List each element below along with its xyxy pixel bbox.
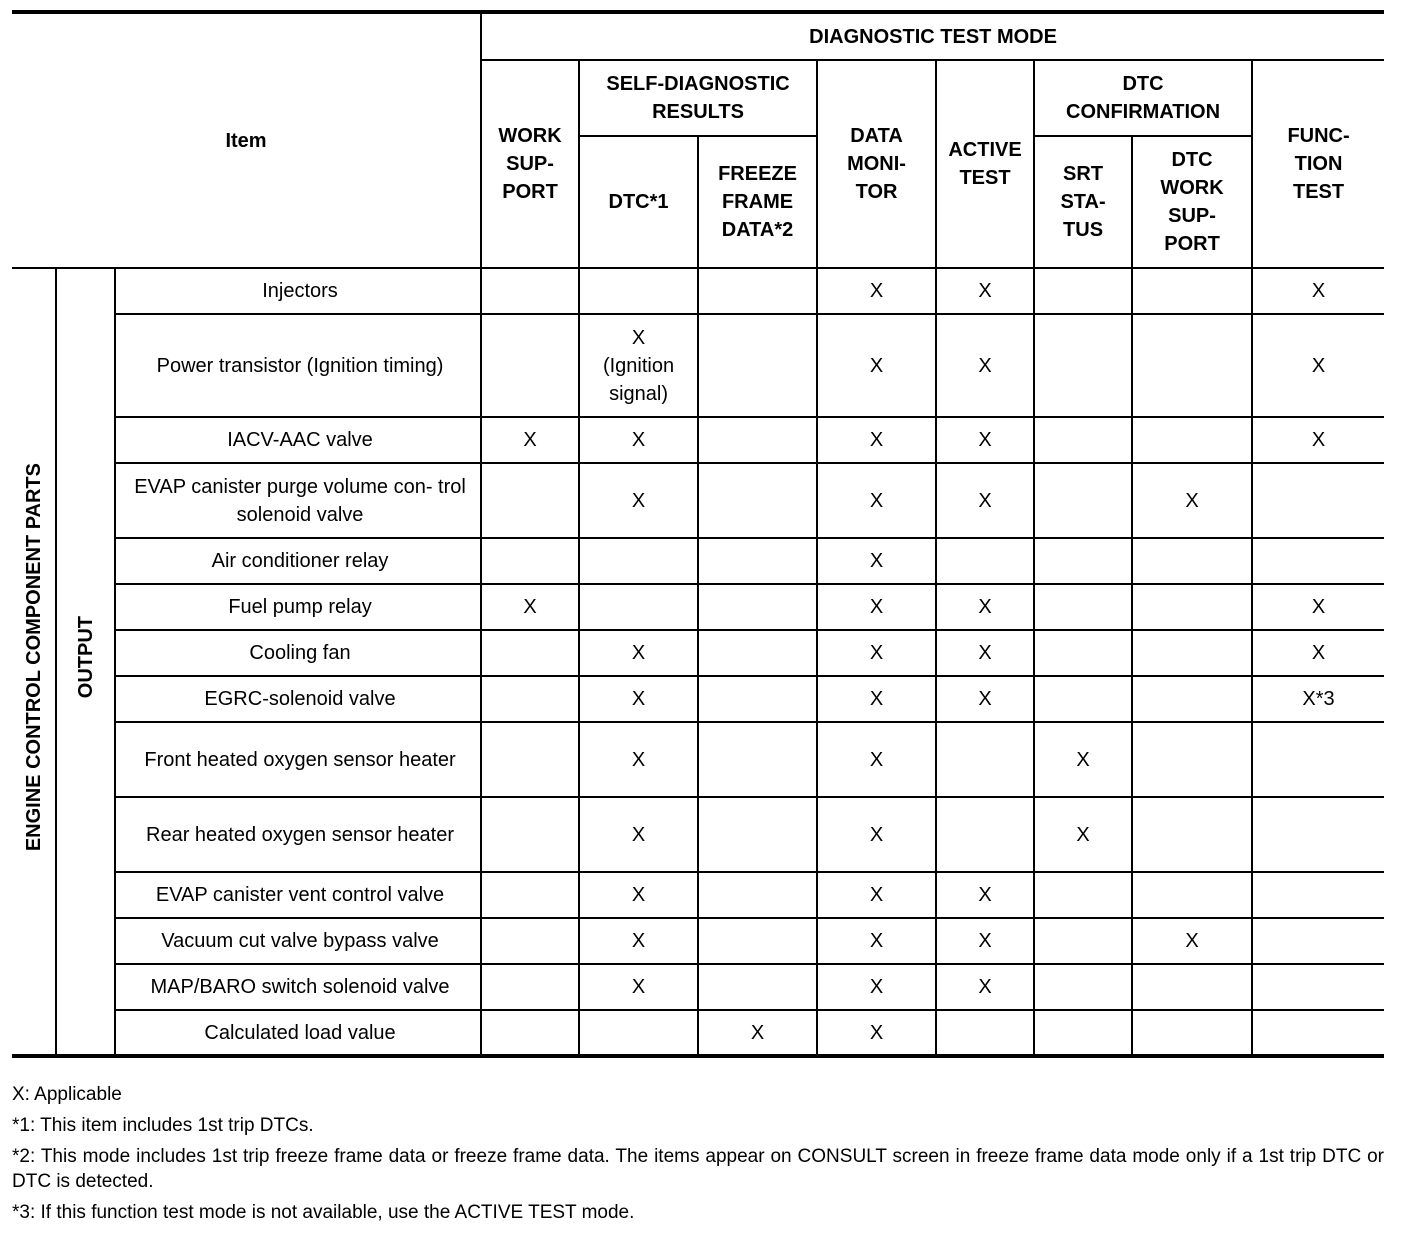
srt-status-cell: [1034, 630, 1132, 676]
dtc-cell: X: [579, 676, 698, 722]
dtc-work-support-cell: [1132, 722, 1252, 797]
srt-status-cell: [1034, 964, 1132, 1010]
data-monitor-cell: X: [817, 797, 936, 872]
table-row: [12, 964, 1384, 1010]
dtc-note: (Ignition signal): [602, 354, 675, 405]
dtc-cell: X: [579, 872, 698, 918]
work-support-cell: [481, 964, 579, 1010]
dtc-cell: X: [579, 463, 698, 538]
table-row: [12, 268, 1384, 314]
active-test-header: [936, 60, 1034, 268]
footnote-3: *3: If this function test mode is not available, use the ACTIVE TEST mode.: [12, 1202, 635, 1223]
dtc-confirmation-label: DTC CONFIRMATION: [1066, 73, 1221, 123]
function-test-cell: [1252, 463, 1384, 538]
function-test-cell: X: [1252, 417, 1384, 463]
function-test-cell: [1252, 797, 1384, 872]
srt-status-label: SRT STA- TUS: [1060, 163, 1106, 241]
dtc-cell: X: [579, 797, 698, 872]
dtc-work-support-cell: X: [1132, 463, 1252, 538]
table-row: [12, 722, 1384, 797]
work-support-cell: [481, 918, 579, 964]
active-test-cell: X: [936, 964, 1034, 1010]
dtc-work-support-cell: [1132, 538, 1252, 584]
work-support-header-label: WORK SUP- PORT: [498, 125, 562, 203]
active-test-header-label: ACTIVE TEST: [948, 139, 1022, 189]
dtc-work-support-cell: [1132, 964, 1252, 1010]
diagnostic-test-mode-table: [12, 10, 1384, 1058]
freeze-frame-data-cell: [698, 797, 817, 872]
work-support-cell: [481, 314, 579, 417]
srt-status-cell: [1034, 872, 1132, 918]
active-test-cell: X: [936, 872, 1034, 918]
dtc-cell: [579, 268, 698, 314]
work-support-cell: [481, 268, 579, 314]
work-support-header: [481, 60, 579, 268]
dtc-cell: X: [579, 918, 698, 964]
footnote-1: *1: This item includes 1st trip DTCs.: [12, 1115, 314, 1136]
dtc-work-support-cell: [1132, 417, 1252, 463]
srt-status-cell: [1034, 918, 1132, 964]
active-test-cell: X: [936, 268, 1034, 314]
dtc-cell: X: [579, 964, 698, 1010]
table-row: [12, 417, 1384, 463]
data-monitor-cell: X: [817, 630, 936, 676]
function-test-cell: [1252, 918, 1384, 964]
function-test-header-label: FUNC- TION TEST: [1287, 125, 1350, 203]
data-monitor-cell: X: [817, 314, 936, 417]
table-row: [12, 538, 1384, 584]
item-cell: Calculated load value: [115, 1010, 481, 1056]
active-test-cell: [936, 722, 1034, 797]
active-test-cell: X: [936, 417, 1034, 463]
active-test-cell: X: [936, 584, 1034, 630]
dtc-confirmation-header: [1034, 60, 1252, 136]
freeze-frame-data-cell: [698, 918, 817, 964]
data-monitor-cell: X: [817, 676, 936, 722]
legend-applicable: X: Applicable: [12, 1084, 122, 1105]
table-row: [12, 918, 1384, 964]
item-cell: EVAP canister purge volume con- trol solenoid valve: [115, 463, 481, 538]
item-header: Item: [12, 12, 481, 268]
item-cell: Vacuum cut valve bypass valve: [115, 918, 481, 964]
dtc-work-support-cell: [1132, 872, 1252, 918]
item-cell: EVAP canister vent control valve: [115, 872, 481, 918]
item-cell: Fuel pump relay: [115, 584, 481, 630]
item-cell: Injectors: [115, 268, 481, 314]
data-monitor-header-label: DATA MONI- TOR: [847, 125, 906, 203]
srt-status-cell: [1034, 268, 1132, 314]
data-monitor-cell: X: [817, 417, 936, 463]
freeze-frame-data-cell: [698, 314, 817, 417]
freeze-frame-data-label: FREEZE FRAME DATA*2: [718, 163, 797, 241]
dtc-work-support-header: [1132, 136, 1252, 268]
data-monitor-cell: X: [817, 538, 936, 584]
function-test-cell: X: [1252, 584, 1384, 630]
data-monitor-cell: X: [817, 872, 936, 918]
item-cell: EGRC-solenoid valve: [115, 676, 481, 722]
srt-status-cell: [1034, 417, 1132, 463]
table-row: [12, 872, 1384, 918]
active-test-cell: X: [936, 918, 1034, 964]
srt-status-cell: [1034, 1010, 1132, 1056]
dtc-work-support-cell: [1132, 1010, 1252, 1056]
dtc-cell: [579, 584, 698, 630]
function-test-cell: [1252, 1010, 1384, 1056]
active-test-cell: X: [936, 463, 1034, 538]
item-cell: Air conditioner relay: [115, 538, 481, 584]
work-support-cell: [481, 797, 579, 872]
srt-status-cell: X: [1034, 797, 1132, 872]
srt-status-cell: [1034, 676, 1132, 722]
item-cell: MAP/BARO switch solenoid valve: [115, 964, 481, 1010]
function-test-cell: [1252, 538, 1384, 584]
work-support-cell: X: [481, 584, 579, 630]
table-row: [12, 584, 1384, 630]
dtc-work-support-cell: [1132, 676, 1252, 722]
data-monitor-header: [817, 60, 936, 268]
srt-status-cell: X: [1034, 722, 1132, 797]
freeze-frame-data-cell: [698, 463, 817, 538]
data-monitor-cell: X: [817, 1010, 936, 1056]
data-monitor-cell: X: [817, 964, 936, 1010]
dtc-cell: [579, 538, 698, 584]
dtc-work-support-cell: [1132, 797, 1252, 872]
dtc-cell: [579, 314, 698, 417]
dtc-cell: X: [579, 722, 698, 797]
work-support-cell: [481, 722, 579, 797]
table-row: [12, 314, 1384, 417]
footnote-2: *2: This mode includes 1st trip freeze frame data or freeze frame data. The items appear on CONSULT screen in freeze frame data mode only if a 1st trip DTC or DTC is detected.: [12, 1146, 1384, 1192]
dtc-work-support-cell: [1132, 630, 1252, 676]
table-row: [12, 676, 1384, 722]
work-support-cell: X: [481, 417, 579, 463]
data-monitor-cell: X: [817, 463, 936, 538]
active-test-cell: X: [936, 676, 1034, 722]
function-test-cell: X: [1252, 630, 1384, 676]
engine-control-component-parts-label: [12, 268, 56, 1056]
dtc-work-support-label: DTC WORK SUP- PORT: [1160, 149, 1224, 255]
freeze-frame-data-cell: [698, 584, 817, 630]
freeze-frame-data-cell: [698, 676, 817, 722]
work-support-cell: [481, 676, 579, 722]
function-test-cell: X: [1252, 268, 1384, 314]
freeze-frame-data-cell: [698, 417, 817, 463]
dtc-cell: X: [579, 417, 698, 463]
item-cell: Rear heated oxygen sensor heater: [115, 797, 481, 872]
output-label: [56, 268, 115, 1056]
function-test-cell: [1252, 872, 1384, 918]
dtc-cell: [579, 1010, 698, 1056]
dtc-header: DTC*1: [579, 136, 698, 268]
diagnostic-test-mode-header: DIAGNOSTIC TEST MODE: [481, 12, 1384, 60]
data-monitor-cell: X: [817, 584, 936, 630]
dtc-work-support-cell: X: [1132, 918, 1252, 964]
active-test-cell: [936, 797, 1034, 872]
srt-status-cell: [1034, 463, 1132, 538]
item-cell: Power transistor (Ignition timing): [115, 314, 481, 417]
data-monitor-cell: X: [817, 918, 936, 964]
freeze-frame-data-header: [698, 136, 817, 268]
work-support-cell: [481, 463, 579, 538]
data-monitor-cell: X: [817, 268, 936, 314]
table-row: [12, 630, 1384, 676]
table-row: [12, 1010, 1384, 1056]
function-test-cell: [1252, 964, 1384, 1010]
dtc-work-support-cell: [1132, 314, 1252, 417]
item-cell: IACV-AAC valve: [115, 417, 481, 463]
function-test-cell: X: [1252, 314, 1384, 417]
freeze-frame-data-cell: [698, 964, 817, 1010]
function-test-header: [1252, 60, 1384, 268]
work-support-cell: [481, 630, 579, 676]
data-monitor-cell: X: [817, 722, 936, 797]
active-test-cell: [936, 538, 1034, 584]
legend: [12, 1082, 1384, 1231]
active-test-cell: X: [936, 630, 1034, 676]
work-support-cell: [481, 872, 579, 918]
table-row: [12, 797, 1384, 872]
freeze-frame-data-cell: [698, 538, 817, 584]
dtc-work-support-cell: [1132, 268, 1252, 314]
work-support-cell: [481, 538, 579, 584]
freeze-frame-data-cell: [698, 872, 817, 918]
work-support-cell: [481, 1010, 579, 1056]
self-diagnostic-results-label: SELF-DIAGNOSTIC RESULTS: [606, 73, 790, 123]
srt-status-cell: [1034, 314, 1132, 417]
freeze-frame-data-cell: [698, 722, 817, 797]
function-test-cell: X*3: [1252, 676, 1384, 722]
dtc-mark: X: [631, 326, 646, 349]
srt-status-header: [1034, 136, 1132, 268]
srt-status-cell: [1034, 584, 1132, 630]
engine-control-component-parts-text: ENGINE CONTROL COMPONENT PARTS: [22, 463, 45, 852]
output-text: OUTPUT: [74, 616, 97, 699]
freeze-frame-data-cell: [698, 268, 817, 314]
table-row: [12, 463, 1384, 538]
freeze-frame-data-cell: [698, 630, 817, 676]
dtc-work-support-cell: [1132, 584, 1252, 630]
item-cell: Cooling fan: [115, 630, 481, 676]
item-cell: Front heated oxygen sensor heater: [115, 722, 481, 797]
active-test-cell: [936, 1010, 1034, 1056]
active-test-cell: X: [936, 314, 1034, 417]
freeze-frame-data-cell: X: [698, 1010, 817, 1056]
dtc-cell: X: [579, 630, 698, 676]
srt-status-cell: [1034, 538, 1132, 584]
self-diagnostic-results-header: [579, 60, 817, 136]
function-test-cell: [1252, 722, 1384, 797]
